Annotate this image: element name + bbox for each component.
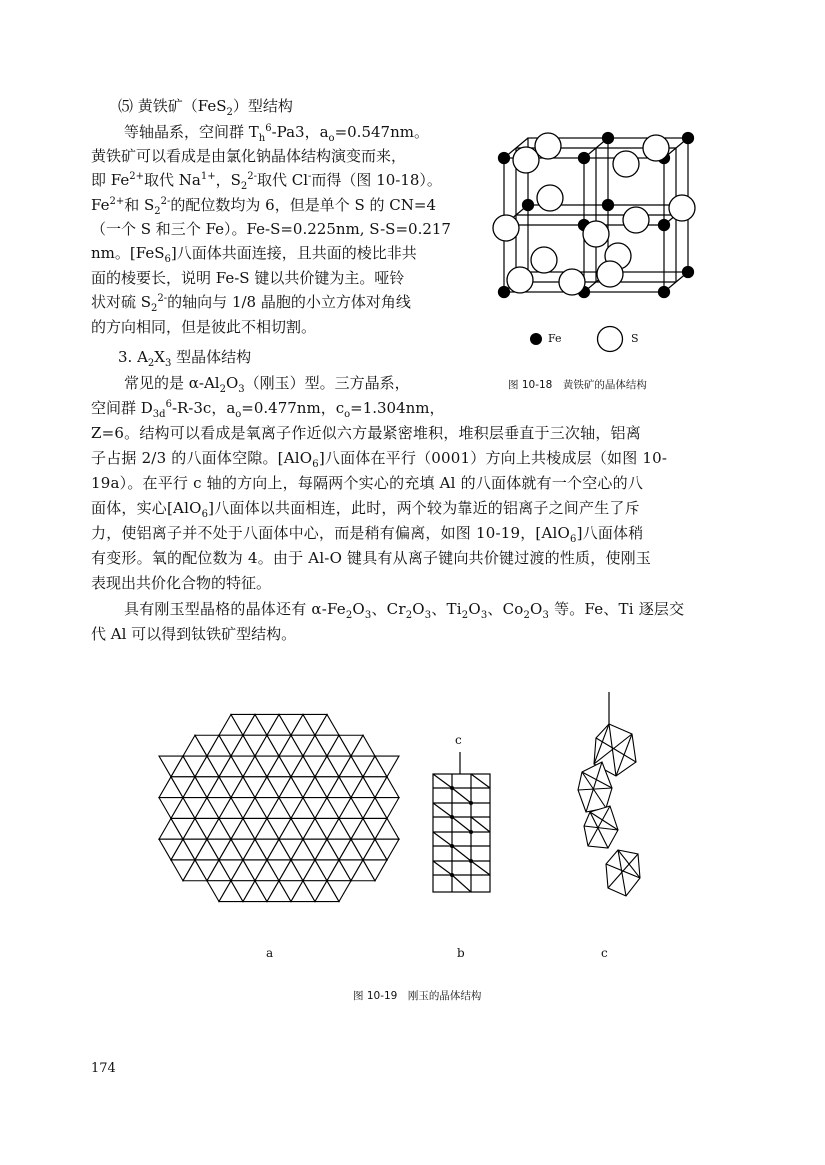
para1-line5: （一个 S 和三个 Fe）。Fe-S=0.225nm, S-S=0.217 bbox=[91, 220, 451, 238]
para1-line1: 等轴晶系，空间群 $T_h^6-Pa3$，$a_o=0.547nm$。 bbox=[124, 123, 429, 144]
figure-10-18-caption: 图 10-18 黄铁矿的晶体结构 bbox=[508, 379, 647, 391]
fe-atom bbox=[683, 267, 694, 278]
fe-atom bbox=[579, 153, 590, 164]
al-atom bbox=[469, 830, 473, 834]
s-atom bbox=[535, 133, 561, 159]
octahedra-chain bbox=[578, 724, 640, 896]
section-heading: ⑸ 黄铁矿（FeS$_2$）型结构 bbox=[118, 97, 293, 118]
para3-line2: 代 Al 可以得到钛铁矿型结构。 bbox=[91, 625, 297, 643]
al-atom bbox=[450, 844, 454, 848]
fe-atom bbox=[659, 220, 670, 231]
fe-atom bbox=[499, 287, 510, 298]
al-atom bbox=[450, 873, 454, 877]
figure-10-19-label-b: b bbox=[457, 946, 465, 960]
s-atom bbox=[513, 147, 539, 173]
s-atoms bbox=[493, 133, 695, 295]
fe-atom bbox=[659, 287, 670, 298]
legend-s-marker bbox=[596, 325, 624, 353]
column-grid bbox=[433, 774, 490, 892]
para1-line6: nm。[FeS$_6$]八面体共面连接，且共面的棱比非共 bbox=[91, 244, 417, 265]
figure-10-19c-octahedra-chain bbox=[574, 692, 654, 902]
para2-line9: 表现出共价化合物的特征。 bbox=[91, 574, 272, 592]
para1-line9: 的方向相同，但是彼此不相切割。 bbox=[91, 318, 317, 336]
s-atom bbox=[493, 215, 519, 241]
figure-10-19a-octahedra-layer bbox=[164, 688, 394, 928]
c-axis-label: c bbox=[455, 733, 462, 747]
para2-line3: Z=6。结构可以看成是氧离子作近似六方最紧密堆积，堆积层垂直于三次轴，铝离 bbox=[91, 424, 641, 442]
fe-atom bbox=[683, 133, 694, 144]
al-atom bbox=[450, 815, 454, 819]
figure-10-19b-c-axis-column bbox=[428, 752, 498, 892]
figure-10-19-caption: 图 10-19 刚玉的晶体结构 bbox=[353, 990, 482, 1002]
fe-atom bbox=[523, 200, 534, 211]
para1-line4: $Fe^{2+}$和 $S_2^{2-}$的配位数均为 6，但是单个 S 的 CN=4 bbox=[91, 196, 436, 217]
para2-line4: 子占据 2/3 的八面体空隙。[AlO$_6$]八面体在平行（0001）方向上共棱成层（如图 10- bbox=[91, 449, 668, 470]
para2-line7: 力，使铝离子并不处于八面体中心，而是稍有偏离，如图 10-19，[AlO$_6$]八面体稍 bbox=[91, 524, 644, 545]
fe-atom bbox=[499, 153, 510, 164]
para1-line7: 面的棱要长，说明 Fe-S 键以共价键为主。哑铃 bbox=[91, 269, 405, 287]
al-atom bbox=[450, 786, 454, 790]
s-atom bbox=[507, 267, 533, 293]
s-atom bbox=[669, 195, 695, 221]
legend-s-label: S bbox=[631, 332, 639, 345]
legend-fe-marker bbox=[529, 332, 543, 346]
al-atom bbox=[469, 801, 473, 805]
para1-line8: 状对硫 $S_2^{2-}$的轴向与 1/8 晶胞的小立方体对角线 bbox=[91, 293, 411, 314]
s-atom bbox=[623, 207, 649, 233]
s-atom bbox=[583, 221, 609, 247]
para3-line1: 具有刚玉型晶格的晶体还有 $\alpha-Fe_2O_3$、$Cr_2O_3$、$Ti_2O_3$、$Co_2O_3$ 等。Fe、Ti 逐层交 bbox=[124, 600, 685, 621]
fe-atom bbox=[603, 133, 614, 144]
para2-line1: 常见的是 $\alpha-Al_2O_3$（刚玉）型。三方晶系， bbox=[124, 374, 410, 395]
para1-line2: 黄铁矿可以看成是由氯化钠晶体结构演变而来， bbox=[91, 147, 407, 165]
s-atom bbox=[613, 151, 639, 177]
para2-line2: 空间群 $D_{3d}^6-R-3c$，$a_o=0.477nm$，$c_o=1.304nm$， bbox=[91, 399, 445, 420]
page-number: 174 bbox=[91, 1061, 116, 1076]
s-atom bbox=[537, 185, 563, 211]
s-atom bbox=[597, 261, 623, 287]
s-atom bbox=[531, 247, 557, 273]
figure-10-19-label-c: c bbox=[601, 946, 608, 960]
octahedron bbox=[606, 850, 640, 896]
para2-line6: 面体，实心[AlO$_6$]八面体以共面相连，此时，两个较为靠近的铝离子之间产生了斥 bbox=[91, 499, 640, 520]
al-atom bbox=[469, 859, 473, 863]
para2-line5: 19a）。在平行 c 轴的方向上，每隔两个实心的充填 Al 的八面体就有一个空心的八 bbox=[91, 474, 644, 492]
figure-10-18-pyrite-structure bbox=[486, 128, 706, 308]
section3-heading: 3. $A_2X_3$ 型晶体结构 bbox=[118, 348, 252, 369]
para1-line3: 即 $Fe^{2+}$取代 $Na^{1+}$，$S_2^{2-}$取代 Cl-而得（图 10-18）。 bbox=[91, 171, 442, 192]
octahedron bbox=[584, 806, 618, 848]
figure-10-19-label-a: a bbox=[266, 946, 274, 960]
para2-line8: 有变形。氧的配位数为 4。由于 Al-O 键具有从离子键向共价键过渡的性质，使刚玉 bbox=[91, 549, 652, 567]
s-atom bbox=[643, 135, 669, 161]
s-atom bbox=[559, 269, 585, 295]
legend-fe-label: Fe bbox=[548, 332, 562, 345]
fe-atom bbox=[603, 200, 614, 211]
